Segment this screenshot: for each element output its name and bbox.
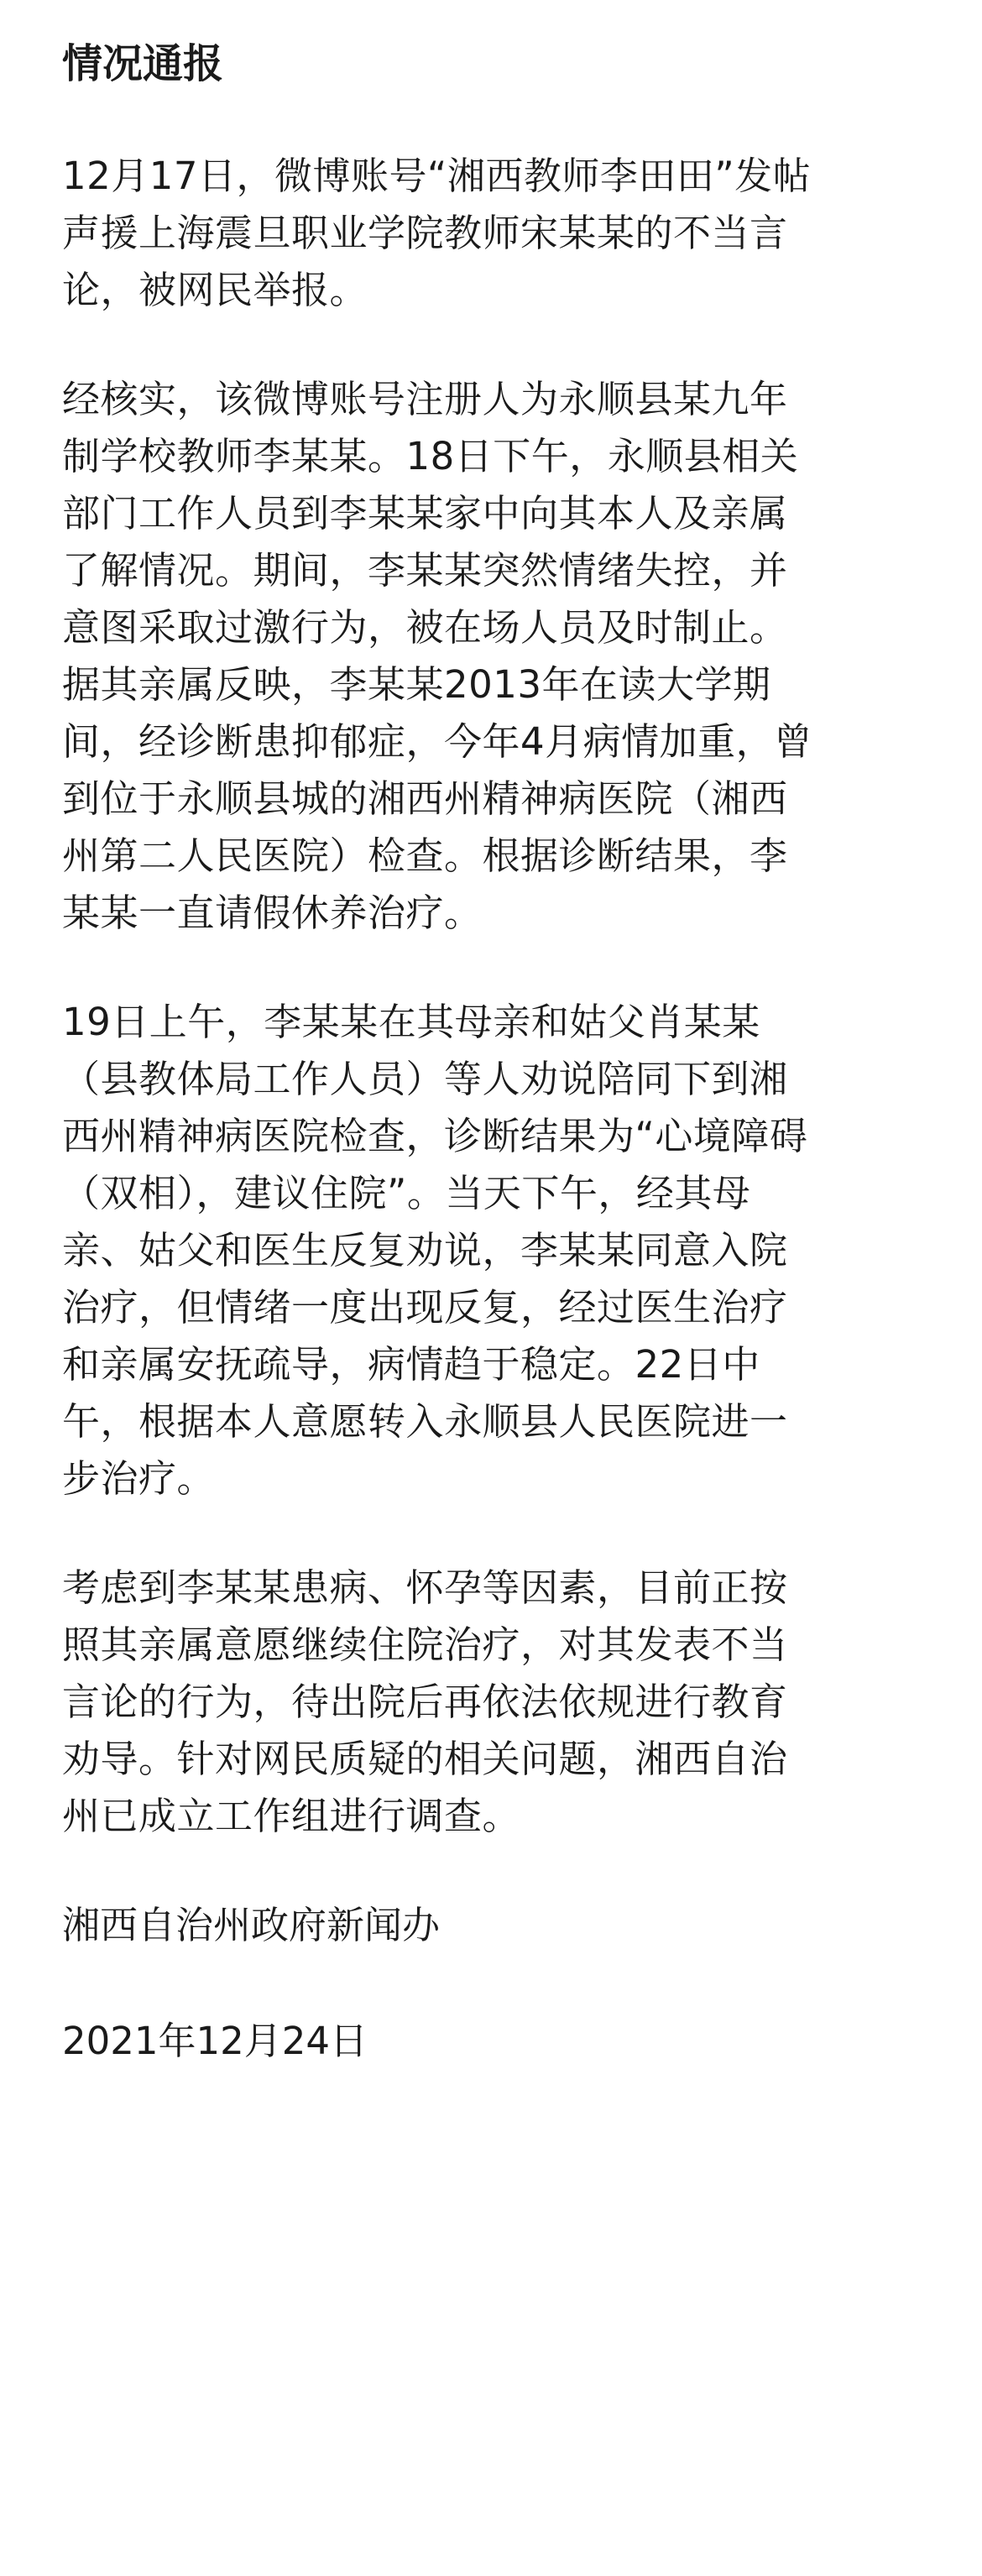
paragraph-line: 考虑到李某某患病、怀孕等因素，目前正按: [62, 1565, 788, 1610]
paragraph-line: 步治疗。: [62, 1456, 216, 1501]
issue-date: 2021年12月24日: [62, 2019, 368, 2063]
paragraph-line: 论，被网民举报。: [62, 268, 368, 312]
paragraph-2: [62, 371, 920, 942]
paragraph-line: 部门工作人员到李某某家中向其本人及亲属: [62, 491, 788, 536]
paragraph-line: 亲、姑父和医生反复劝说，李某某同意入院: [62, 1228, 788, 1272]
paragraph-line: 到位于永顺县城的湘西州精神病医院（湘西: [62, 776, 788, 821]
paragraph-line: 西州精神病医院检查，诊断结果为“心境障碍: [62, 1114, 808, 1158]
paragraph-line: （双相），建议住院”。当天下午，经其母: [62, 1171, 751, 1215]
paragraph-line: 19日上午，李某某在其母亲和姑父肖某某: [62, 1000, 760, 1044]
paragraph-line: 制学校教师李某某。18日下午，永顺县相关: [62, 434, 799, 478]
paragraph-1: [62, 148, 920, 319]
document-title: 情况通报: [62, 40, 224, 87]
paragraph-line: 劝导。针对网民质疑的相关问题，湘西自治: [62, 1737, 788, 1781]
paragraph-line: 间，经诊断患抑郁症，今年4月病情加重，曾: [62, 719, 812, 764]
paragraph-line: 意图采取过激行为，被在场人员及时制止。: [62, 605, 788, 650]
paragraph-line: 午，根据本人意愿转入永顺县人民医院进一: [62, 1399, 788, 1444]
paragraph-line: 声援上海震旦职业学院教师宋某某的不当言: [62, 211, 788, 255]
paragraph-line: 言论的行为，待出院后再依法依规进行教育: [62, 1680, 788, 1724]
paragraph-line: （县教体局工作人员）等人劝说陪同下到湘: [62, 1057, 788, 1101]
paragraph-line: 某某一直请假休养治疗。: [62, 891, 483, 935]
issuing-agency: 湘西自治州政府新闻办: [62, 1903, 441, 1947]
paragraph-line: 治疗，但情绪一度出现反复，经过医生治疗: [62, 1285, 788, 1330]
paragraph-line: 州第二人民医院）检查。根据诊断结果，李: [62, 833, 788, 878]
paragraph-line: 据其亲属反映，李某某2013年在读大学期: [62, 662, 771, 707]
paragraph-line: 照其亲属意愿继续住院治疗，对其发表不当: [62, 1622, 788, 1667]
paragraph-line: 经核实，该微博账号注册人为永顺县某九年: [62, 377, 788, 421]
paragraph-3: [62, 994, 920, 1507]
paragraph-line: 12月17日，微博账号“湘西教师李田田”发帖: [62, 154, 812, 198]
paragraph-line: 州已成立工作组进行调查。: [62, 1794, 521, 1838]
paragraph-4: [62, 1560, 920, 1845]
paragraph-line: 了解情况。期间，李某某突然情绪失控，并: [62, 548, 788, 593]
paragraph-line: 和亲属安抚疏导，病情趋于稳定。22日中: [62, 1342, 760, 1387]
